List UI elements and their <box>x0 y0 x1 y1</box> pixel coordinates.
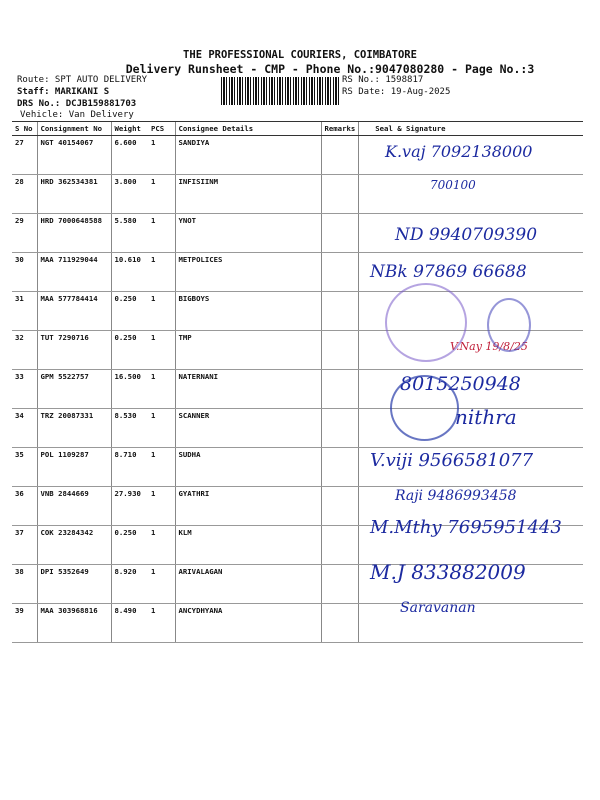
cell-pcs: 1 <box>148 526 175 565</box>
cell-consignment: POL 1109287 <box>37 448 111 487</box>
cell-pcs: 1 <box>148 370 175 409</box>
cell-weight: 0.250 <box>111 292 148 331</box>
cell-consignment: COK 23284342 <box>37 526 111 565</box>
cell-consignment: TRZ 20087331 <box>37 409 111 448</box>
company-title: THE PROFESSIONAL COURIERS, COIMBATORE <box>183 49 417 61</box>
col-remarks: Remarks <box>321 122 359 136</box>
cell-consignment: NGT 40154067 <box>37 136 111 175</box>
cell-remarks <box>321 565 359 604</box>
cell-sno: 34 <box>12 409 37 448</box>
cell-weight: 8.920 <box>111 565 148 604</box>
handwritten-signature: K.vaj 7092138000 <box>385 142 533 161</box>
handwritten-signature: 8015250948 <box>400 373 521 395</box>
cell-weight: 27.930 <box>111 487 148 526</box>
cell-consignee: BIGBOYS <box>175 292 321 331</box>
table-row <box>12 175 583 214</box>
table-header <box>12 122 583 136</box>
cell-consignee: NATERNANI <box>175 370 321 409</box>
cell-remarks <box>321 136 359 175</box>
cell-consignee: INFISIINM <box>175 175 321 214</box>
cell-consignment: VNB 2844669 <box>37 487 111 526</box>
cell-consignee: SANDIYA <box>175 136 321 175</box>
cell-remarks <box>321 253 359 292</box>
col-consignment: Consignment No <box>37 122 111 136</box>
cell-pcs: 1 <box>148 175 175 214</box>
handwritten-signature: 700100 <box>430 178 476 192</box>
cell-remarks <box>321 448 359 487</box>
drs-number: DRS No.: DCJB159881703 <box>17 99 137 109</box>
cell-remarks <box>321 604 359 643</box>
cell-consignment: MAA 577784414 <box>37 292 111 331</box>
cell-sno: 36 <box>12 487 37 526</box>
cell-weight: 3.800 <box>111 175 148 214</box>
rs-number: RS No.: 1598817 <box>342 75 424 85</box>
cell-sno: 29 <box>12 214 37 253</box>
cell-remarks <box>321 409 359 448</box>
bigboys-stamp <box>385 283 467 362</box>
vehicle: Vehicle: Van Delivery <box>20 110 134 120</box>
seal-stamp <box>487 298 531 352</box>
cell-consignment: DPI 5352649 <box>37 565 111 604</box>
cell-consignee: KLM <box>175 526 321 565</box>
cell-weight: 16.500 <box>111 370 148 409</box>
cell-pcs: 1 <box>148 331 175 370</box>
cell-consignment: HRD 7000648588 <box>37 214 111 253</box>
cell-remarks <box>321 292 359 331</box>
cell-sno: 31 <box>12 292 37 331</box>
handwritten-signature: V.viji 9566581077 <box>370 450 534 471</box>
handwritten-signature: M.J 833882009 <box>370 560 526 584</box>
cell-consignee: YNOT <box>175 214 321 253</box>
handwritten-signature: ND 9940709390 <box>395 225 538 245</box>
cell-weight: 8.490 <box>111 604 148 643</box>
handwritten-signature: M.Mthy 7695951443 <box>370 517 562 538</box>
scanner-stamp <box>390 375 459 441</box>
col-pcs: PCS <box>148 122 175 136</box>
cell-remarks <box>321 331 359 370</box>
cell-weight: 10.610 <box>111 253 148 292</box>
cell-pcs: 1 <box>148 136 175 175</box>
handwritten-signature: V.Nay 19/8/25 <box>450 340 528 353</box>
col-consignee: Consignee Details <box>175 122 321 136</box>
cell-sno: 37 <box>12 526 37 565</box>
cell-consignee: ARIVALAGAN <box>175 565 321 604</box>
table-row <box>12 604 583 643</box>
cell-pcs: 1 <box>148 448 175 487</box>
cell-remarks <box>321 526 359 565</box>
cell-weight: 6.600 <box>111 136 148 175</box>
col-weight: Weight <box>111 122 148 136</box>
cell-consignment: GPM 5522757 <box>37 370 111 409</box>
cell-sno: 33 <box>12 370 37 409</box>
cell-weight: 5.580 <box>111 214 148 253</box>
cell-weight: 8.710 <box>111 448 148 487</box>
cell-pcs: 1 <box>148 604 175 643</box>
cell-remarks <box>321 175 359 214</box>
cell-pcs: 1 <box>148 565 175 604</box>
cell-sno: 32 <box>12 331 37 370</box>
cell-remarks <box>321 214 359 253</box>
cell-remarks <box>321 487 359 526</box>
cell-sno: 39 <box>12 604 37 643</box>
barcode <box>221 77 339 105</box>
col-seal: Seal & Signature <box>359 122 583 136</box>
staff: Staff: MARIKANI S <box>17 87 110 97</box>
handwritten-signature: NBk 97869 66688 <box>370 262 527 282</box>
rs-date: RS Date: 19-Aug-2025 <box>342 87 451 97</box>
cell-sno: 28 <box>12 175 37 214</box>
handwritten-signature: Saravanan <box>400 600 476 616</box>
cell-sno: 30 <box>12 253 37 292</box>
cell-sno: 35 <box>12 448 37 487</box>
cell-consignment: MAA 711929044 <box>37 253 111 292</box>
cell-consignee: TMP <box>175 331 321 370</box>
cell-weight: 0.250 <box>111 526 148 565</box>
cell-remarks <box>321 370 359 409</box>
cell-consignee: SUDHA <box>175 448 321 487</box>
cell-consignment: MAA 303968816 <box>37 604 111 643</box>
cell-consignment: HRD 362534381 <box>37 175 111 214</box>
cell-pcs: 1 <box>148 487 175 526</box>
col-sno: S No <box>12 122 37 136</box>
cell-pcs: 1 <box>148 253 175 292</box>
cell-pcs: 1 <box>148 409 175 448</box>
cell-weight: 0.250 <box>111 331 148 370</box>
cell-consignee: METPOLICES <box>175 253 321 292</box>
cell-consignee: SCANNER <box>175 409 321 448</box>
cell-sno: 27 <box>12 136 37 175</box>
cell-consignment: TUT 7290716 <box>37 331 111 370</box>
cell-pcs: 1 <box>148 292 175 331</box>
cell-consignee: ANCYDHYANA <box>175 604 321 643</box>
route: Route: SPT AUTO DELIVERY <box>17 75 148 85</box>
handwritten-signature: Raji 9486993458 <box>395 488 517 504</box>
cell-consignee: GYATHRI <box>175 487 321 526</box>
runsheet-subtitle: Delivery Runsheet - CMP - Phone No.:9047080280 - Page No.:3 <box>125 62 535 76</box>
cell-pcs: 1 <box>148 214 175 253</box>
handwritten-signature: nithra <box>455 405 517 429</box>
cell-weight: 8.530 <box>111 409 148 448</box>
cell-sno: 38 <box>12 565 37 604</box>
